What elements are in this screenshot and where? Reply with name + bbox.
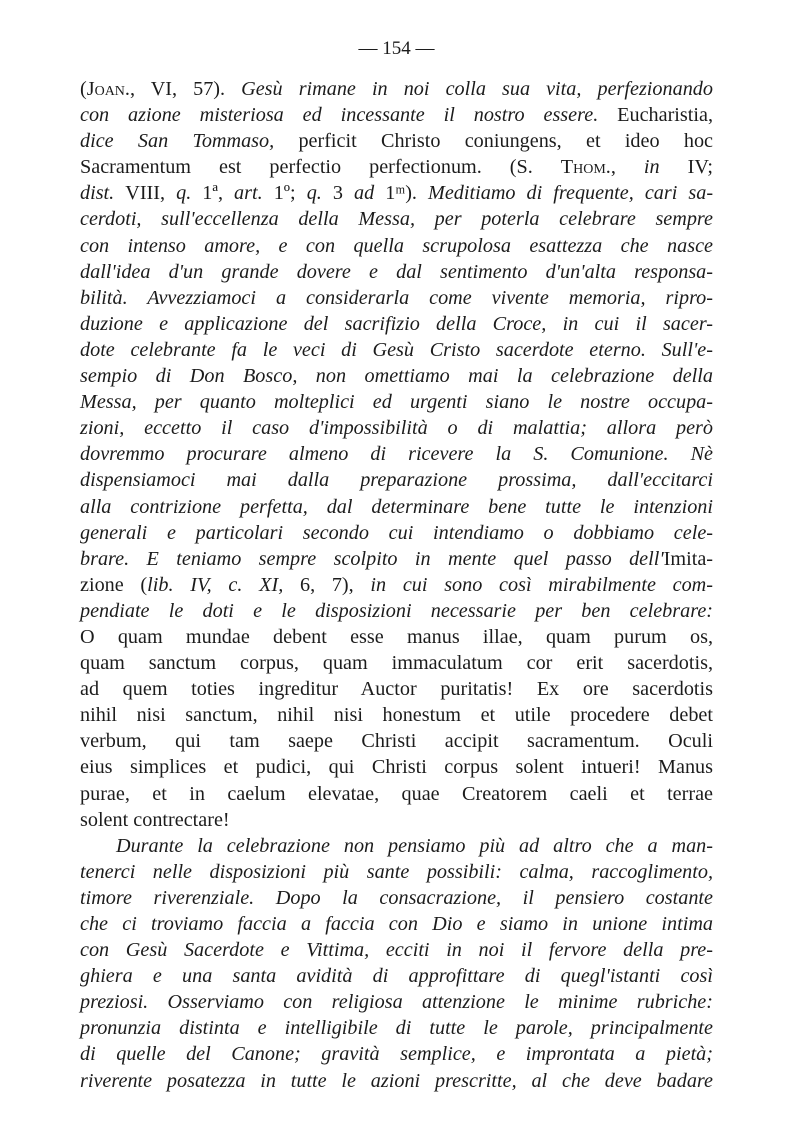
text-line: [80, 259, 713, 285]
text-run: ad: [354, 182, 386, 205]
text-run: Messa, per quanto molteplici ed urgenti siano le nostre occupa-: [80, 391, 713, 414]
text-line: [80, 441, 713, 467]
text-run: che ci troviamo faccia a faccia con Dio e siamo in unione intima: [80, 913, 713, 935]
text-run: alla contrizione perfetta, dal determinare bene tutte le intenzioni: [80, 495, 713, 518]
text-run: (: [80, 78, 87, 100]
text-run: brare. E teniamo sempre scolpito in mente quel passo dell': [80, 547, 664, 570]
text-run: Thom: [560, 156, 606, 179]
text-line: [80, 337, 713, 363]
text-line: [80, 389, 713, 415]
text-line: [80, 676, 713, 702]
text-run: quam sanctum corpus, quam immaculatum cor erit sacerdotis,: [80, 652, 713, 675]
text-line: [80, 76, 713, 102]
text-run: 1ᵐ).: [385, 182, 429, 205]
text-line: [80, 520, 713, 546]
text-line: [80, 989, 713, 1015]
text-line: [80, 754, 713, 780]
text-line: [80, 285, 713, 311]
text-line: [80, 128, 713, 154]
text-run: dispensiamoci mai dalla preparazione prossima, dall'eccitarci: [80, 469, 713, 492]
text-run: Eucharistia,: [617, 104, 713, 127]
text-line: [80, 781, 713, 807]
text-run: con Gesù Sacerdote e Vittima, ecciti in noi il fervore della pre-: [80, 939, 713, 962]
text-run: zioni, eccetto il caso d'impossibilità o di malattia; allora però: [80, 417, 713, 440]
text-run: Durante la celebrazione non pensiamo più ad altro che a man-: [116, 834, 713, 857]
text-run: ghiera e una santa avidità di approfittare di quegl'istanti così: [80, 965, 713, 988]
text-run: ad quem toties ingreditur Auctor puritatis! Ex ore sacerdotis: [80, 678, 713, 701]
text-run: in cui sono così mirabilmente com-: [370, 573, 713, 596]
text-run: in: [643, 156, 688, 179]
text-line: [80, 1068, 713, 1094]
text-run: Joan: [86, 78, 125, 100]
text-run: purae, et in caelum elevatae, quae Creatorem caeli et terrae: [80, 782, 713, 805]
text-line: [80, 885, 713, 911]
text-run: O quam mundae debent esse manus illae, quam purum os,: [80, 625, 713, 648]
text-line: [80, 911, 713, 937]
book-page: [80, 34, 713, 1094]
text-run: ., VI, 57).: [124, 78, 242, 100]
text-line: [80, 963, 713, 989]
text-line: [80, 206, 713, 232]
text-run: riverente posatezza in tutte le azioni prescritte, al che deve badare: [80, 1069, 713, 1092]
text-line: [80, 102, 713, 128]
text-run: dovremmo procurare almeno di ricevere la S. Comunione. Nè: [80, 443, 713, 466]
text-line: [80, 154, 713, 180]
page-number: — 154 —: [358, 38, 435, 59]
text-run: 6, 7),: [299, 573, 371, 596]
body-text: [80, 76, 713, 1094]
text-run: eius simplices et pudici, qui Christi corpus solent intueri! Manus: [80, 756, 713, 779]
text-run: .,: [605, 156, 644, 179]
text-line: [80, 180, 713, 206]
text-line: [80, 807, 713, 833]
text-run: lib. IV, c. XI,: [147, 573, 300, 596]
text-line: [80, 624, 713, 650]
text-run: dote celebrante fa le veci di Gesù Cristo sacerdote eterno. Sull'e-: [80, 338, 713, 361]
text-run: con intenso amore, e con quella scrupolosa esattezza che nasce: [80, 234, 713, 257]
text-line: [80, 833, 713, 859]
text-run: nihil nisi sanctum, nihil nisi honestum et utile procedere debet: [80, 704, 713, 727]
text-line: [80, 546, 713, 572]
text-run: zione (: [80, 573, 148, 596]
text-run: 3: [332, 182, 355, 205]
text-line: [80, 702, 713, 728]
text-run: pendiate le doti e le disposizioni necessarie per ben celebrare:: [80, 599, 713, 622]
text-run: q.: [306, 182, 333, 205]
text-run: tenerci nelle disposizioni più sante possibili: calma, raccoglimento,: [80, 860, 713, 883]
text-run: Imita-: [663, 547, 713, 570]
text-run: IV;: [687, 156, 714, 179]
text-run: pronunzia distinta e intelligibile di tutte le parole, principalmente: [80, 1017, 713, 1040]
text-run: di quelle del Canone; gravità semplice, e improntata a pietà;: [80, 1043, 713, 1066]
text-run: con azione misteriosa ed incessante il nostro essere.: [80, 104, 618, 127]
text-run: solent contrectare!: [80, 808, 230, 831]
text-run: VIII,: [125, 182, 177, 205]
text-run: q.: [176, 182, 203, 205]
text-line: [80, 311, 713, 337]
text-line: [80, 233, 713, 259]
text-run: dist.: [80, 182, 126, 205]
text-line: [80, 598, 713, 624]
text-run: preziosi. Osserviamo con religiosa attenzione le minime rubriche:: [80, 991, 713, 1014]
text-run: Meditiamo di frequente, cari sa-: [428, 182, 714, 205]
text-run: duzione e applicazione del sacrifizio della Croce, in cui il sacer-: [80, 312, 713, 335]
text-run: 1ª,: [202, 182, 235, 205]
text-line: [80, 1041, 713, 1067]
text-run: bilità. Avvezziamoci a considerarla come vivente memoria, ripro-: [80, 286, 713, 309]
text-run: generali e particolari secondo cui intendiamo o dobbiamo cele-: [80, 521, 713, 544]
text-line: [80, 494, 713, 520]
text-line: [80, 859, 713, 885]
text-line: [80, 650, 713, 676]
text-run: Sacramentum est perfectio perfectionum. (S.: [80, 156, 561, 179]
text-run: perficit Christo coniungens, et ideo hoc: [298, 130, 713, 153]
text-run: timore riverenziale. Dopo la consacrazione, il pensiero costante: [80, 886, 713, 909]
text-line: [80, 1015, 713, 1041]
text-run: 1º;: [273, 182, 307, 205]
text-run: Gesù rimane in noi colla sua vita, perfezionando: [241, 78, 713, 100]
text-run: sempio di Don Bosco, non omettiamo mai la celebrazione della: [80, 365, 713, 388]
text-line: [80, 467, 713, 493]
text-run: dall'idea d'un grande dovere e dal sentimento d'un'alta responsa-: [80, 260, 713, 283]
text-run: cerdoti, sull'eccellenza della Messa, per poterla celebrare sempre: [80, 208, 713, 231]
text-run: verbum, qui tam saepe Christi accipit sacramentum. Oculi: [80, 730, 713, 753]
text-line: [80, 937, 713, 963]
text-run: dice San Tommaso,: [80, 130, 299, 153]
text-run: art.: [234, 182, 274, 205]
text-line: [80, 363, 713, 389]
text-line: [80, 572, 713, 598]
text-line: [80, 728, 713, 754]
text-line: [80, 415, 713, 441]
